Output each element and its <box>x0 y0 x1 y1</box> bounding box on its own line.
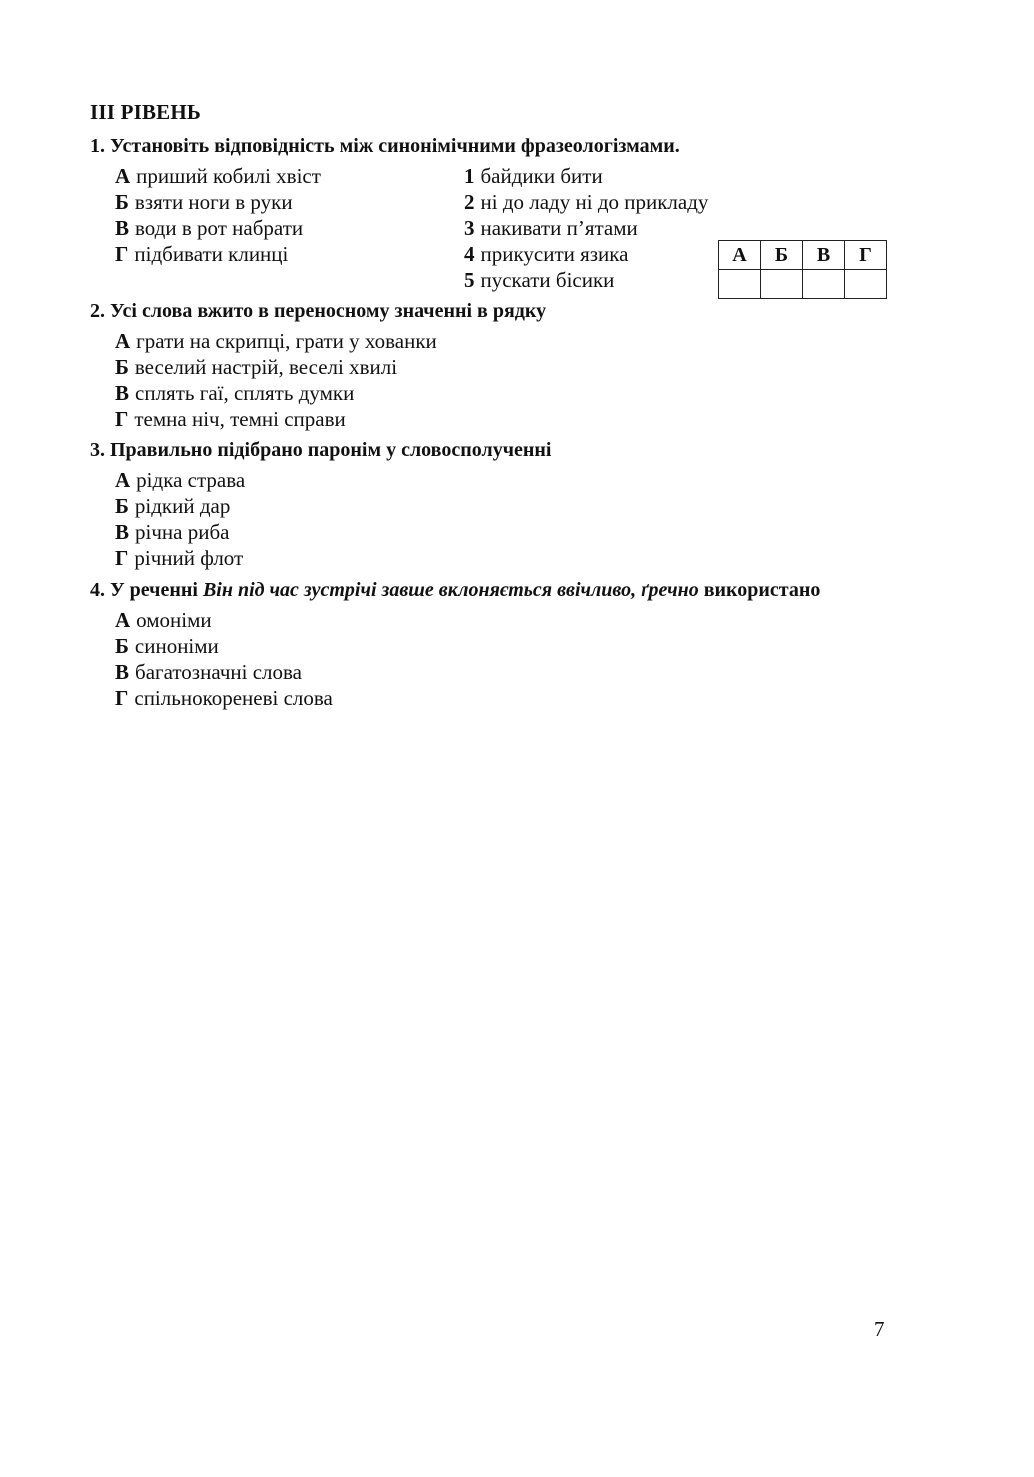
answer-grid-header-row <box>719 241 887 270</box>
question-4-title <box>90 579 820 602</box>
option-text: накивати п’ятами <box>480 216 638 240</box>
question-3-title: 3. Правильно підібрано паронім у словосполученні <box>90 439 552 461</box>
q3-option-a <box>115 467 245 493</box>
answer-cell-a[interactable] <box>719 270 761 299</box>
option-text: омоніми <box>136 608 212 632</box>
option-text: рідка страва <box>136 468 246 492</box>
level-title: ІІІ РІВЕНЬ <box>90 100 201 124</box>
question-1-title: 1. Установіть відповідність між синонімічними фразеологізмами. <box>90 135 680 157</box>
option-text: темна ніч, темні справи <box>134 407 346 431</box>
q1-left-option-h <box>115 241 288 267</box>
option-letter: Г <box>115 242 129 266</box>
q3-option-b <box>115 493 230 519</box>
option-number: 4 <box>464 242 475 266</box>
option-text: веселий настрій, веселі хвилі <box>134 355 398 379</box>
q3-option-v <box>115 519 229 545</box>
option-letter: Г <box>115 546 129 570</box>
q4-option-v <box>115 659 302 685</box>
q4-option-b <box>115 633 219 659</box>
option-text: підбивати клинці <box>134 242 289 266</box>
option-text: багатозначні слова <box>135 660 302 684</box>
option-text: сплять гаї, сплять думки <box>135 381 355 405</box>
option-text: приший кобилі хвіст <box>136 164 321 188</box>
question-4-sentence: Він під час зустрічі завше вклоняється ввічливо, ґречно <box>202 579 699 601</box>
option-letter: А <box>115 468 131 492</box>
answer-header-a: А <box>719 241 761 270</box>
q2-option-v <box>115 380 354 406</box>
q4-option-a <box>115 607 212 633</box>
option-letter: В <box>115 660 130 684</box>
answer-grid-input-row <box>719 270 887 299</box>
option-text: синоніми <box>134 634 219 658</box>
option-letter: Г <box>115 407 129 431</box>
q1-left-option-v <box>115 215 303 241</box>
option-text: грати на скрипці, грати у хованки <box>136 329 437 353</box>
option-letter: В <box>115 520 130 544</box>
question-2-title: 2. Усі слова вжито в переносному значенні в рядку <box>90 300 547 322</box>
option-letter: Б <box>115 494 129 518</box>
q1-right-option-2 <box>464 189 708 215</box>
option-letter: В <box>115 381 130 405</box>
option-letter: Б <box>115 190 129 214</box>
q2-option-b <box>115 354 397 380</box>
option-text: взяти ноги в руки <box>134 190 293 214</box>
option-letter: Г <box>115 686 129 710</box>
q1-right-option-1 <box>464 163 603 189</box>
option-text: річна риба <box>135 520 230 544</box>
option-letter: В <box>115 216 130 240</box>
answer-header-b: Б <box>761 241 803 270</box>
q3-option-h <box>115 545 243 571</box>
answer-cell-h[interactable] <box>845 270 887 299</box>
option-number: 1 <box>464 164 475 188</box>
answer-header-v: В <box>803 241 845 270</box>
option-number: 3 <box>464 216 475 240</box>
q4-option-h <box>115 685 333 711</box>
option-text: пускати бісики <box>480 268 615 292</box>
option-letter: А <box>115 329 131 353</box>
answer-cell-v[interactable] <box>803 270 845 299</box>
question-4-title-end: використано <box>698 579 821 601</box>
answer-cell-b[interactable] <box>761 270 803 299</box>
q1-right-option-5 <box>464 267 614 293</box>
q1-left-option-b <box>115 189 293 215</box>
q1-left-option-a <box>115 163 321 189</box>
option-text: води в рот набрати <box>135 216 304 240</box>
option-number: 5 <box>464 268 475 292</box>
q2-option-h <box>115 406 346 432</box>
answer-header-h: Г <box>845 241 887 270</box>
option-text: рідкий дар <box>134 494 231 518</box>
option-letter: А <box>115 164 131 188</box>
option-text: ні до ладу ні до прикладу <box>480 190 709 214</box>
option-number: 2 <box>464 190 475 214</box>
q1-right-option-4 <box>464 241 629 267</box>
option-letter: Б <box>115 634 129 658</box>
option-letter: Б <box>115 355 129 379</box>
option-letter: А <box>115 608 131 632</box>
option-text: прикусити язика <box>480 242 629 266</box>
q1-right-option-3 <box>464 215 638 241</box>
question-4-title-start: 4. У реченні <box>90 579 203 601</box>
option-text: спільнокореневі слова <box>134 686 333 710</box>
page-number: 7 <box>874 1317 885 1341</box>
q2-option-a <box>115 328 437 354</box>
option-text: річний флот <box>134 546 244 570</box>
option-text: байдики бити <box>480 164 603 188</box>
answer-grid <box>718 240 887 299</box>
